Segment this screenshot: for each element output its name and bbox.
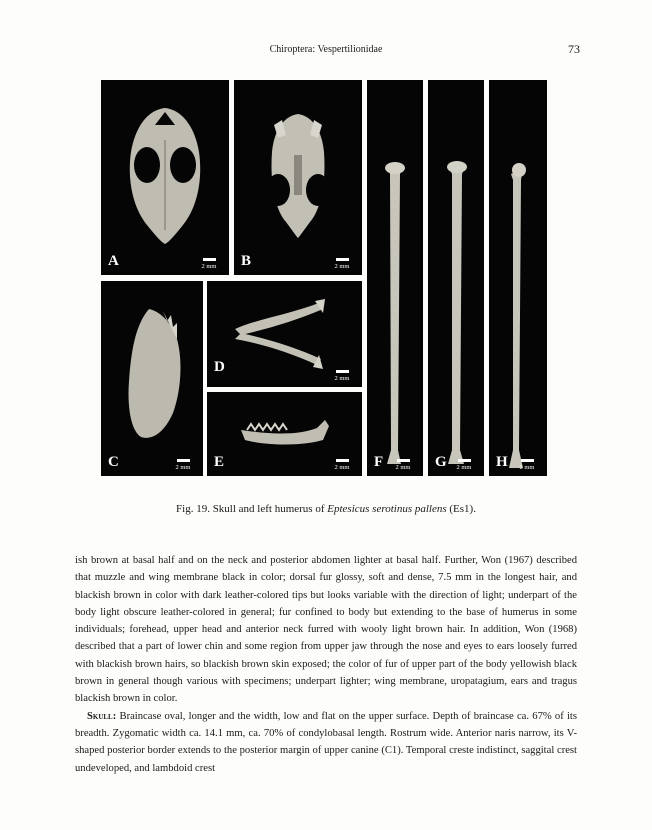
panel-label-c: C (108, 454, 119, 470)
scale-bar-h (512, 459, 542, 472)
paragraph-2-text: Braincase oval, longer and the width, low and flat on the upper surface. Depth of braincase ca. 67% of its breadth. Zygomatic width ca. 14.1 mm, ca. 70% of condylobasal length. Rostrum wide. Anterior naris narrow, its V-shaped posterior border extends to the posterior margin of upper canine (C1). Temporal creste indistinct, saggital crest undeveloped, and lambdoid crest (75, 710, 577, 774)
caption-prefix: Fig. 19. Skull and left humerus of (176, 503, 328, 515)
scale-label: 2 mm (201, 263, 217, 270)
page-number: 73 (568, 42, 580, 56)
panel-label-h: H (496, 454, 508, 470)
body-text (75, 552, 577, 777)
figure-panel-a (101, 80, 229, 275)
panel-label-a: A (108, 253, 119, 269)
running-header: Chiroptera: Vespertilionidae (269, 44, 383, 55)
paragraph-1: ish brown at basal half and on the neck and posterior abdomen lighter at basal half. Further, Won (1967) described that muzzle and wing membrane black in color; dorsal fur glossy, soft and dense, 7.5 mm in the longest hair, and blackish brown in color with dark leather-colored tips but looks variable with the direction of light; underpart of the body light obscure leather-colored in general; fur confined to body but extending to the base of humerus in some individuals; forehead, upper head and anterior neck furred with wooly light brown hair. In addition, Won (1968) described that a part of lower chin and some region from upper jaw through the nose and eyes to ears loosely furred with blackish brown hairs, so blackish brown skin exposed; the color of fur of upper part of the body yellowish black brown in general though various with specimens; underpart lighter; wing membrane, uropatagium, ears and tragus blackish brown in color. (75, 555, 577, 705)
figure-panel-g (428, 80, 484, 476)
scale-bar-e (327, 459, 357, 472)
caption-suffix: (Es1). (446, 503, 476, 515)
humerus-image-h (489, 80, 547, 476)
figure-panel-f (367, 80, 423, 476)
figure-panel-d (207, 281, 362, 387)
skull-heading: Skull: (87, 710, 117, 722)
scale-bar-g (449, 459, 479, 472)
figure-panel-h (489, 80, 547, 476)
panel-label-d: D (214, 359, 225, 375)
figure-panel-b (234, 80, 362, 275)
panel-label-f: F (374, 454, 384, 470)
skull-lateral-image (101, 281, 203, 476)
humerus-image-g (428, 80, 484, 476)
panel-label-g: G (435, 454, 447, 470)
scale-label: 2 mm (395, 464, 411, 471)
humerus-image-f (367, 80, 423, 476)
paragraph-2 (75, 708, 577, 777)
figure-panel-c (101, 281, 203, 476)
figure-panel-e (207, 392, 362, 476)
scale-label: 2 mm (334, 263, 350, 270)
skull-dorsal-image (101, 80, 229, 275)
scale-bar-d (327, 370, 357, 383)
scale-label: 2 mm (456, 464, 472, 471)
scale-bar-c (168, 459, 198, 472)
scale-label: 2 mm (334, 375, 350, 382)
figure-caption (0, 503, 652, 515)
panel-label-e: E (214, 454, 225, 470)
caption-species: Eptesicus serotinus pallens (327, 503, 447, 515)
panel-label-b: B (241, 253, 252, 269)
scale-bar-b (327, 258, 357, 271)
scale-label: 2 mm (334, 464, 350, 471)
scale-label: 2 mm (175, 464, 191, 471)
scale-bar-a (194, 258, 224, 271)
scale-label: 2 mm (519, 464, 535, 471)
skull-ventral-image (234, 80, 362, 275)
scale-bar-f (388, 459, 418, 472)
